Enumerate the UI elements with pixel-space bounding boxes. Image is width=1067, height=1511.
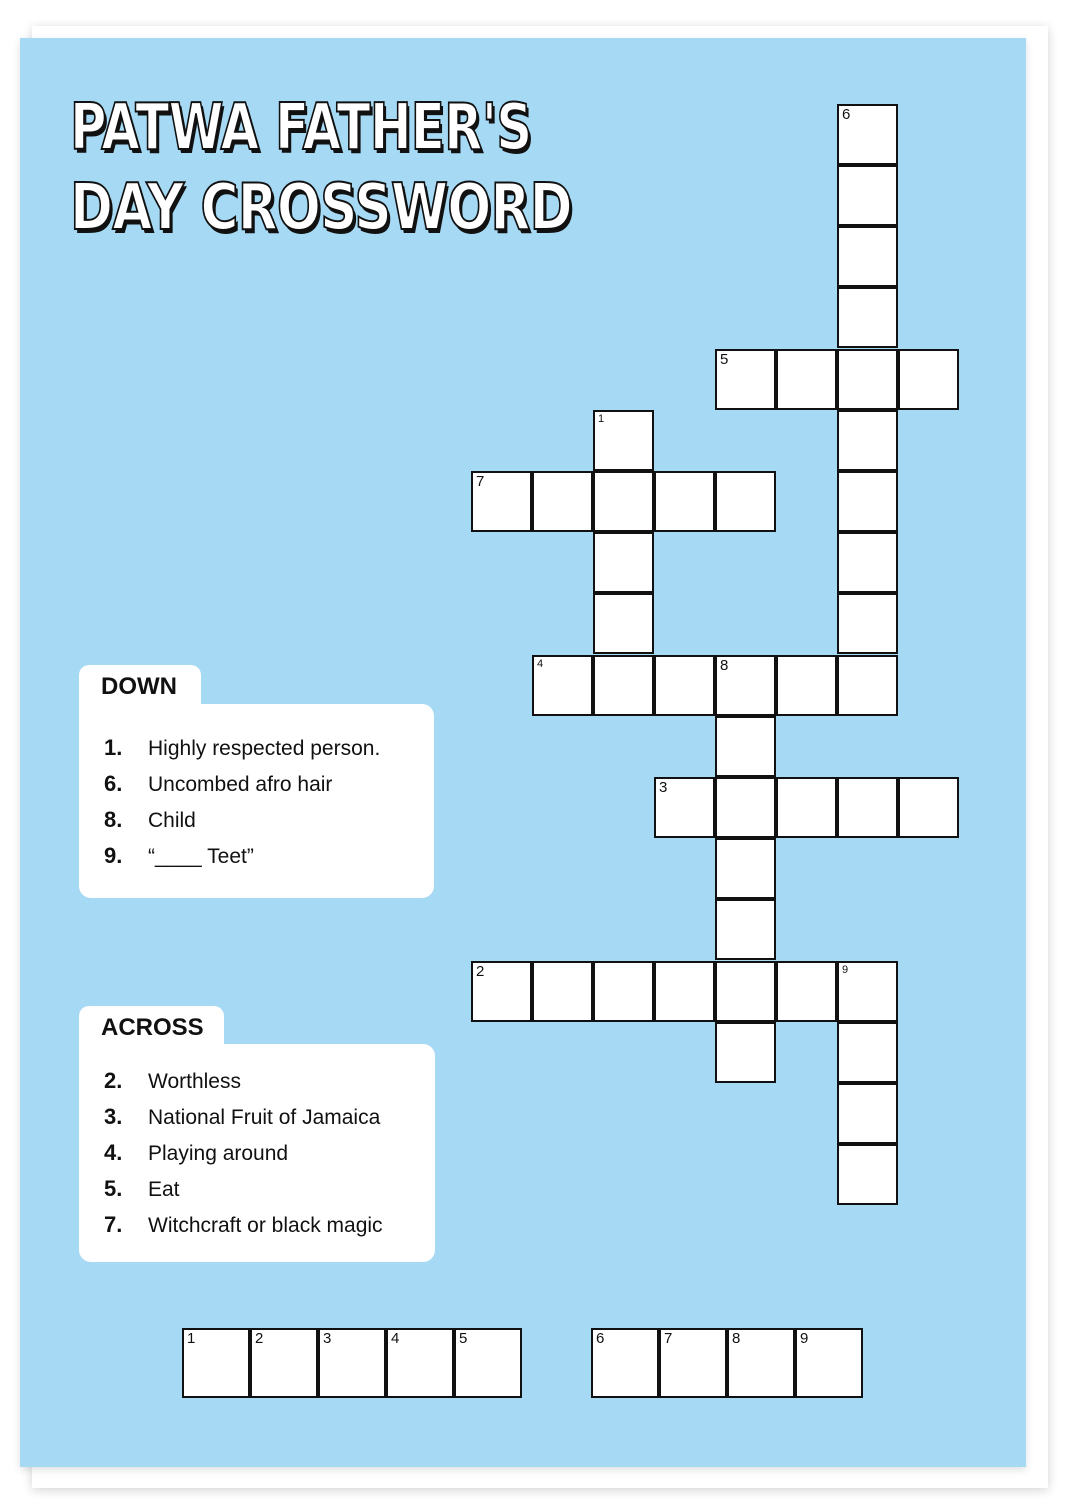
across-clue [104, 1212, 383, 1238]
across-clue [104, 1176, 180, 1202]
grid-cell[interactable] [837, 1083, 898, 1144]
clue-text: Worthless [148, 1070, 241, 1093]
grid-cell[interactable] [837, 777, 898, 838]
grid-cell[interactable] [715, 838, 776, 899]
answer-box-number: 5 [459, 1330, 468, 1347]
grid-cell[interactable] [715, 655, 776, 716]
clue-text: Eat [148, 1178, 180, 1201]
grid-cell[interactable] [593, 532, 654, 593]
cell-number: 2 [476, 963, 485, 980]
answer-box-number: 2 [255, 1330, 264, 1347]
grid-cell[interactable] [715, 899, 776, 960]
clue-number: 5. [104, 1176, 123, 1201]
grid-cell[interactable] [715, 349, 776, 410]
clue-text: “____ Teet” [148, 845, 254, 868]
across-clue [104, 1140, 288, 1166]
cell-number: 7 [476, 473, 485, 490]
grid-cell[interactable] [837, 104, 898, 165]
answer-box[interactable] [386, 1328, 454, 1398]
grid-cell[interactable] [776, 961, 837, 1022]
answer-box[interactable] [182, 1328, 250, 1398]
down-clue [104, 735, 380, 761]
grid-cell[interactable] [654, 655, 715, 716]
grid-cell[interactable] [837, 961, 898, 1022]
answer-box-number: 1 [187, 1330, 196, 1347]
clue-text: National Fruit of Jamaica [148, 1106, 381, 1129]
across-heading: ACROSS [79, 1006, 224, 1066]
cell-number: 6 [842, 106, 851, 123]
grid-cell[interactable] [837, 349, 898, 410]
grid-cell[interactable] [837, 226, 898, 287]
grid-cell[interactable] [776, 777, 837, 838]
title-line-1: PATWA FATHER'S [70, 91, 532, 165]
cell-number: 5 [720, 351, 729, 368]
clue-text: Child [148, 809, 196, 832]
grid-cell[interactable] [776, 655, 837, 716]
grid-cell[interactable] [532, 655, 593, 716]
grid-cell[interactable] [837, 410, 898, 471]
answer-box[interactable] [250, 1328, 318, 1398]
answer-box[interactable] [318, 1328, 386, 1398]
grid-cell[interactable] [837, 471, 898, 532]
clue-number: 2. [104, 1068, 123, 1093]
clue-number: 8. [104, 807, 123, 832]
grid-cell[interactable] [593, 593, 654, 654]
cell-number: 4 [537, 658, 544, 670]
answer-box-number: 9 [800, 1330, 809, 1347]
clue-number: 4. [104, 1140, 123, 1165]
down-clues-panel [79, 704, 434, 898]
grid-cell[interactable] [715, 471, 776, 532]
down-clue [104, 771, 332, 797]
grid-cell[interactable] [776, 349, 837, 410]
grid-cell[interactable] [837, 287, 898, 348]
grid-cell[interactable] [715, 777, 776, 838]
clue-text: Playing around [148, 1142, 289, 1165]
grid-cell[interactable] [471, 471, 532, 532]
answer-box-number: 3 [323, 1330, 332, 1347]
grid-cell[interactable] [593, 961, 654, 1022]
answer-box-number: 8 [732, 1330, 741, 1347]
grid-cell[interactable] [654, 777, 715, 838]
title-line-2: DAY CROSSWORD [70, 171, 572, 245]
grid-cell[interactable] [715, 716, 776, 777]
cell-number: 3 [659, 779, 668, 796]
grid-cell[interactable] [532, 961, 593, 1022]
across-clue [104, 1068, 241, 1094]
answer-box[interactable] [659, 1328, 727, 1398]
clue-text: Highly respected person. [148, 737, 381, 760]
down-clue [104, 843, 254, 869]
grid-cell[interactable] [593, 471, 654, 532]
grid-cell[interactable] [654, 471, 715, 532]
cell-number: 9 [842, 964, 849, 976]
cell-number: 8 [720, 657, 729, 674]
answer-box-number: 6 [596, 1330, 605, 1347]
grid-cell[interactable] [532, 471, 593, 532]
grid-cell[interactable] [837, 1022, 898, 1083]
clue-text: Uncombed afro hair [148, 773, 333, 796]
grid-cell[interactable] [837, 532, 898, 593]
answer-box[interactable] [591, 1328, 659, 1398]
grid-cell[interactable] [898, 777, 959, 838]
grid-cell[interactable] [837, 593, 898, 654]
grid-cell[interactable] [715, 1022, 776, 1083]
answer-box-number: 4 [391, 1330, 400, 1347]
grid-cell[interactable] [837, 1144, 898, 1205]
grid-cell[interactable] [593, 410, 654, 471]
cell-number: 1 [598, 413, 605, 425]
answer-box[interactable] [727, 1328, 795, 1398]
clue-number: 3. [104, 1104, 123, 1129]
grid-cell[interactable] [654, 961, 715, 1022]
grid-cell[interactable] [898, 349, 959, 410]
answer-box[interactable] [454, 1328, 522, 1398]
grid-cell[interactable] [837, 165, 898, 226]
answer-box-number: 7 [664, 1330, 673, 1347]
across-clue [104, 1104, 380, 1130]
grid-cell[interactable] [715, 961, 776, 1022]
clue-number: 7. [104, 1212, 123, 1237]
clue-number: 6. [104, 771, 123, 796]
clue-number: 1. [104, 735, 123, 760]
grid-cell[interactable] [837, 655, 898, 716]
grid-cell[interactable] [593, 655, 654, 716]
clue-text: Witchcraft or black magic [148, 1214, 383, 1237]
clue-number: 9. [104, 843, 123, 868]
grid-cell[interactable] [471, 961, 532, 1022]
down-clue [104, 807, 196, 833]
answer-box[interactable] [795, 1328, 863, 1398]
down-heading: DOWN [79, 665, 201, 725]
across-clues-panel [79, 1044, 435, 1262]
